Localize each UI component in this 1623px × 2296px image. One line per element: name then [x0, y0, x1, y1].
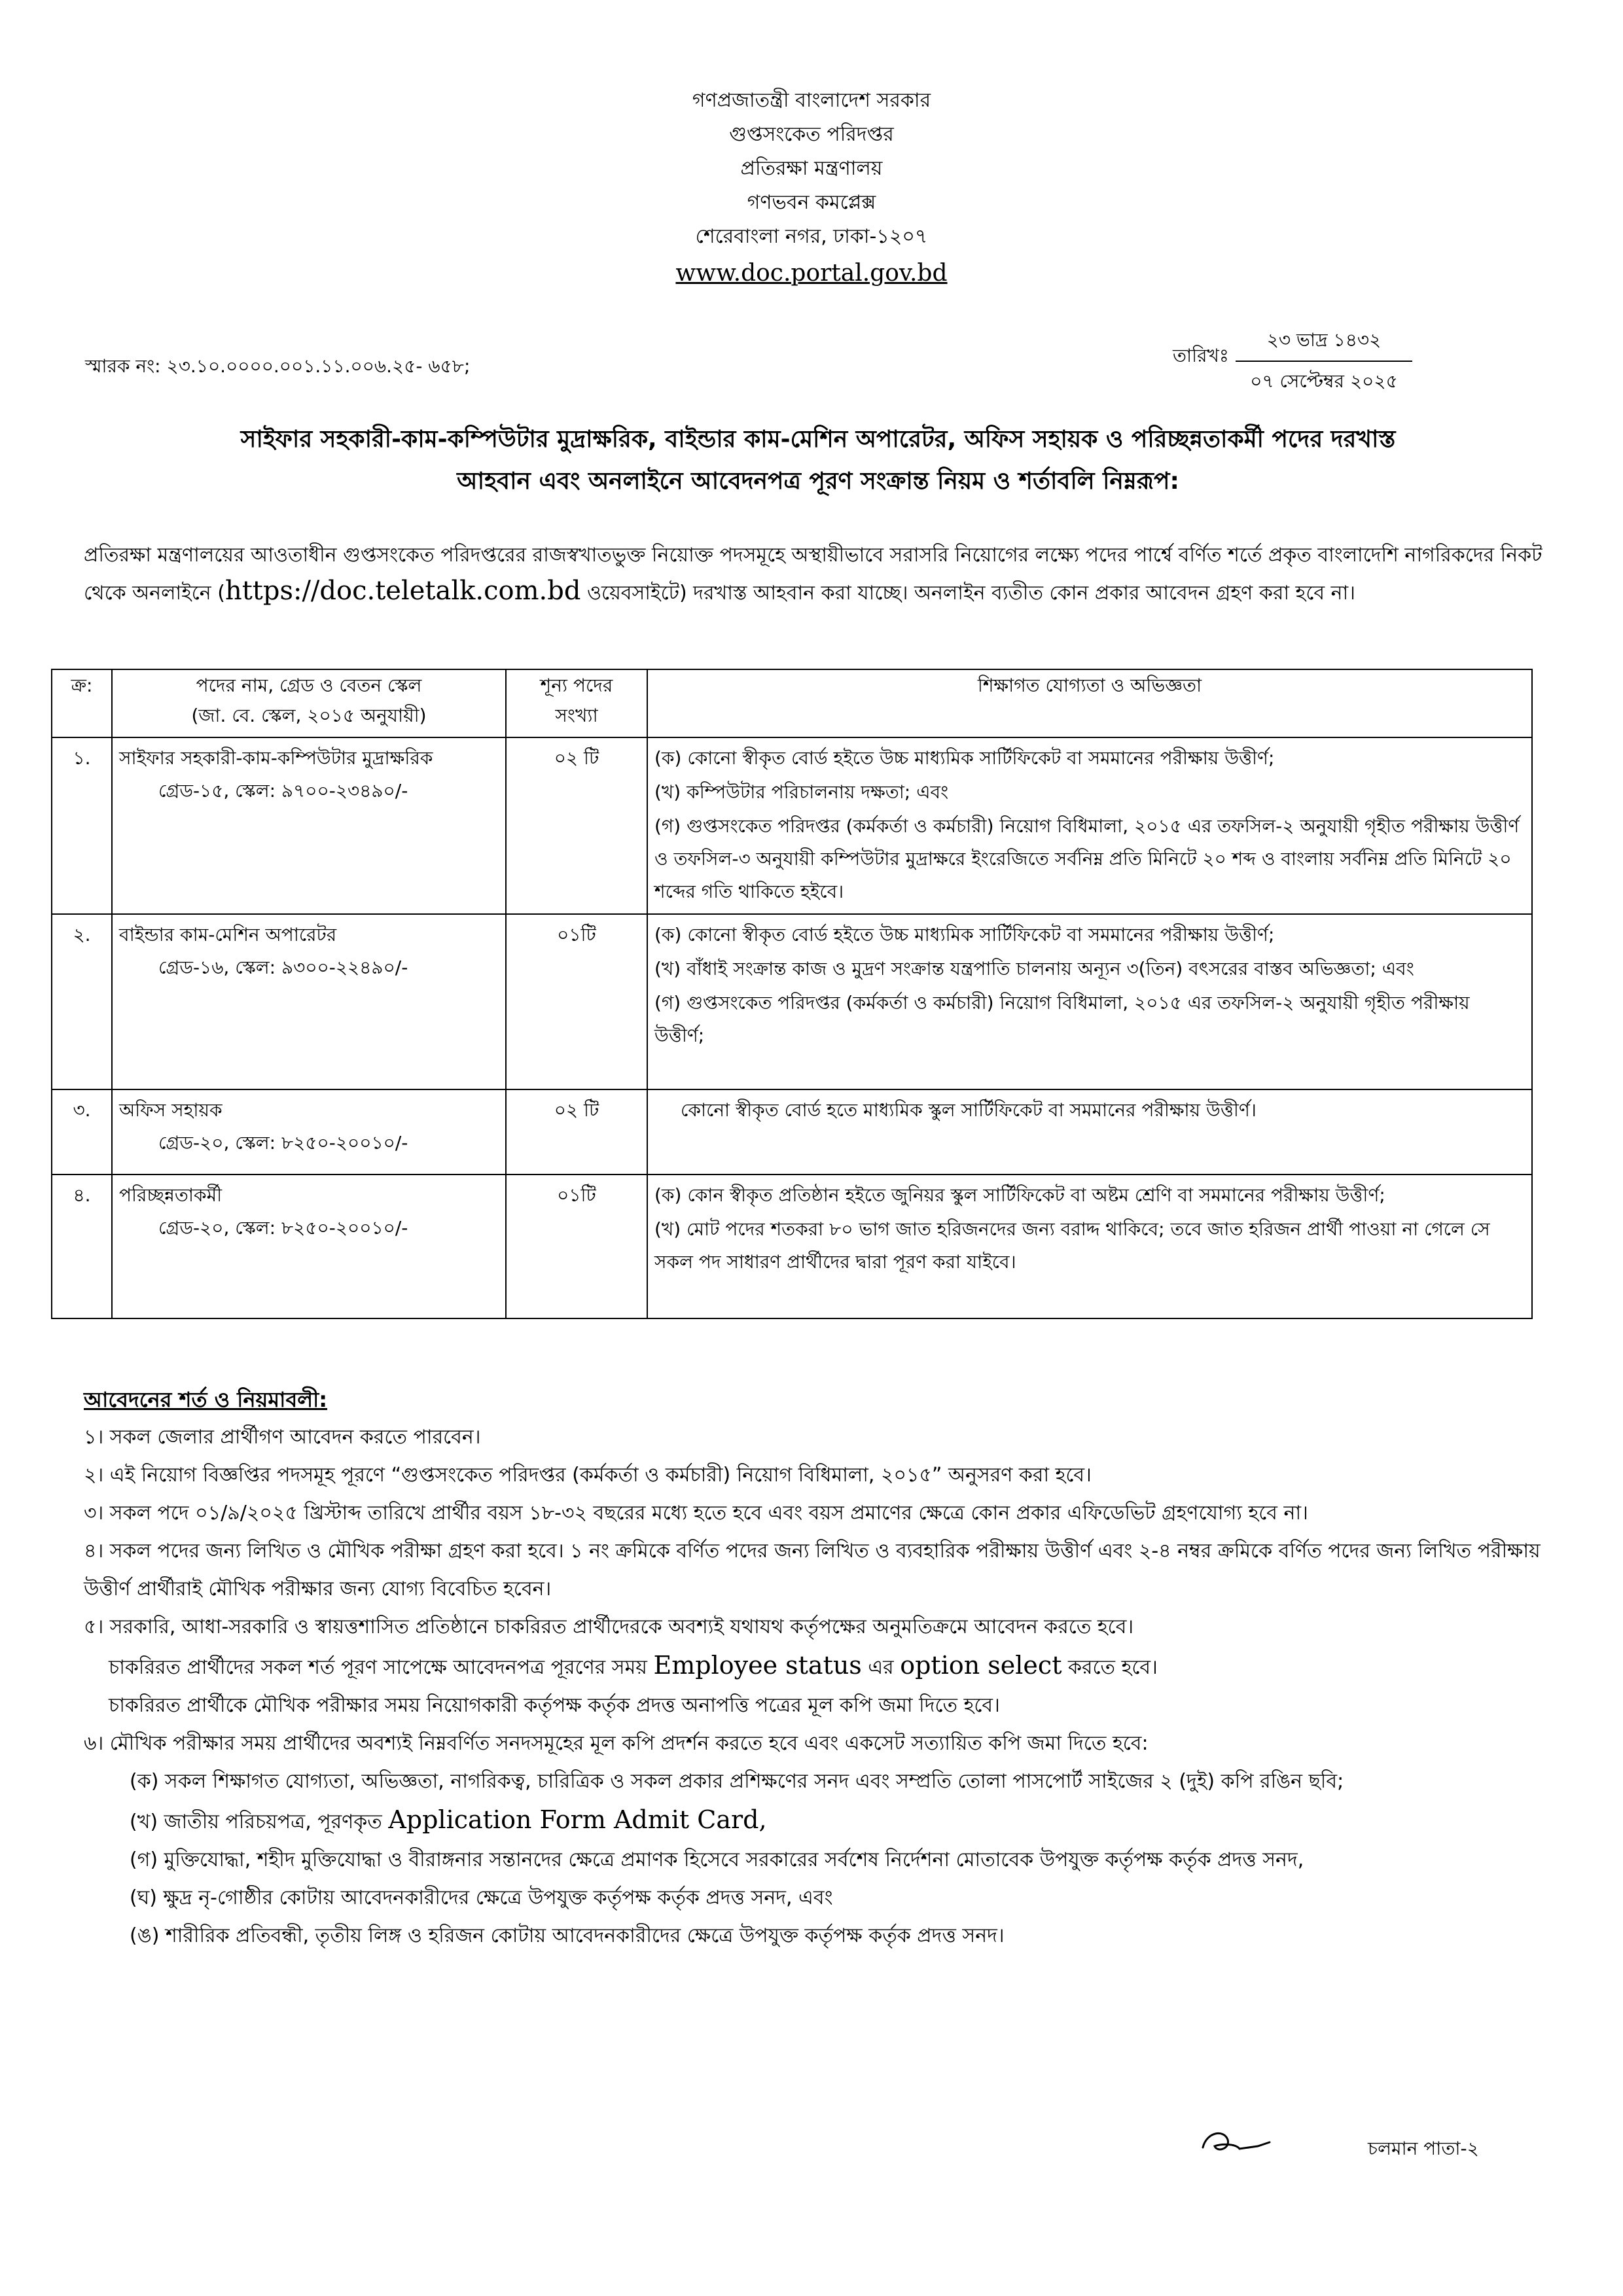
rule-text-english: Application Form Admit Card,: [388, 1805, 767, 1834]
letterhead: [0, 84, 1623, 291]
header-website-link[interactable]: www.doc.portal.gov.bd: [675, 260, 948, 287]
date-english: ০৭ সেপ্টেম্বর ২০২৫: [1250, 370, 1398, 392]
header-serial: ক্র:: [52, 669, 112, 737]
table-row: [52, 737, 1532, 914]
row-qualification: [647, 1174, 1532, 1318]
title-line-1: সাইফার সহকারী-কাম-কম্পিউটার মুদ্রাক্ষরিক, বাইন্ডার কাম-মেশিন অপারেটর, অফিস সহায়ক ও পরিচ্ছন্নতাকর্মী পদের দরখাস্ত: [240, 426, 1396, 453]
post-name: সাইফার সহকারী-কাম-কম্পিউটার মুদ্রাক্ষরিক: [119, 747, 433, 769]
date-bangla: ২৩ ভাদ্র ১৪৩২: [1236, 326, 1412, 362]
intro-text-1: প্রতিরক্ষা মন্ত্রণালয়ের আওতাধীন গুপ্তসংকেত পরিদপ্তরের রাজস্বখাতভুক্ত নিয়োক্ত পদসমূহে অস্থায়ীভাবে সরাসরি নিয়োগের লক্ষ্যে পদের পার্শ্বে বর্ণিত শর্তে প্রকৃত বাংলাদেশি নাগরিকদের নিকট থেকে অনলাইনে (: [84, 544, 1543, 605]
header-government: গণপ্রজাতন্ত্রী বাংলাদেশ সরকার: [692, 89, 931, 112]
table-row: [52, 914, 1532, 1089]
rule-item: ৫। সরকারি, আধা-সরকারি ও স্বায়ত্তশাসিত প্রতিষ্ঠানে চাকরিরত প্রার্থীদেরকে অবশ্যই যথাযথ কর্তৃপক্ষের অনুমতিক্রমে আবেদন করতে হবে।: [84, 1616, 1134, 1638]
header-post-name-line1: পদের নাম, গ্রেড ও বেতন স্কেল: [196, 675, 422, 696]
row-vacancy: ০১টি: [506, 1174, 647, 1318]
application-rules: [84, 1381, 1563, 1955]
row-post: [112, 737, 506, 914]
application-url-link[interactable]: https://doc.teletalk.com.bd: [224, 576, 581, 606]
table-header-row: [52, 669, 1532, 737]
rule-item: ১। সকল জেলার প্রার্থীগণ আবেদন করতে পারবেন।: [84, 1426, 481, 1449]
row-post: [112, 1089, 506, 1174]
row-serial: ১.: [52, 737, 112, 914]
header-vacancy-line1: শূন্য পদের: [540, 675, 613, 696]
post-name: অফিস সহায়ক: [119, 1099, 223, 1121]
rule-subitem: [84, 1801, 1563, 1841]
row-post: [112, 914, 506, 1089]
rule-text: (খ) জাতীয় পরিচয়পত্র, পূরণকৃত: [130, 1810, 389, 1833]
header-post-name-line2: (জা. বে. স্কেল, ২০১৫ অনুযায়ী): [191, 705, 427, 726]
rule-item: ৪। সকল পদের জন্য লিখিত ও মৌখিক পরীক্ষা গ্রহণ করা হবে। ১ নং ক্রমিকে বর্ণিত পদের জন্য লিখিত ও ব্যবহারিক পরীক্ষায় উত্তীর্ণ এবং ২-৪ নম্বর ক্রমিকে বর্ণিত পদের জন্য লিখিত পরীক্ষায় উত্তীর্ণ প্রার্থীরাই মৌখিক পরীক্ষার জন্য যোগ্য বিবেচিত হবেন।: [84, 1540, 1541, 1600]
rule-text-english: Employee status: [653, 1651, 862, 1680]
qualification-item: (গ) গুপ্তসংকেত পরিদপ্তর (কর্মকর্তা ও কর্মচারী) নিয়োগ বিধিমালা, ২০১৫ এর তফসিল-২ অনুযায়ী গৃহীত পরীক্ষায় উত্তীর্ণ;: [654, 992, 1470, 1046]
header-vacancy: [506, 669, 647, 737]
rule-subitem: (ঙ) শারীরিক প্রতিবন্ধী, তৃতীয় লিঙ্গ ও হরিজন কোটায় আবেদনকারীদের ক্ষেত্রে উপযুক্ত কর্তৃপক্ষ কর্তৃক প্রদত্ত সনদ।: [130, 1924, 1005, 1947]
qualification-item: (খ) মোট পদের শতকরা ৮০ ভাগ জাত হরিজনদের জন্য বরাদ্দ থাকিবে; তবে জাত হরিজন প্রার্থী পাওয়া না গেলে সে সকল পদ সাধারণ প্রার্থীদের দ্বারা পূরণ করা যাইবে।: [654, 1218, 1490, 1273]
post-grade: গ্রেড-২০, স্কেল: ৮২৫০-২০০১০/-: [158, 1132, 408, 1154]
row-vacancy: ০১টি: [506, 914, 647, 1089]
rule-subitem: (ক) সকল শিক্ষাগত যোগ্যতা, অভিজ্ঞতা, নাগরিকত্ব, চারিত্রিক ও সকল প্রকার প্রশিক্ষণের সনদ এবং সম্প্রতি তোলা পাসপোর্ট সাইজের ২ (দুই) কপি রঙিন ছবি;: [130, 1770, 1344, 1793]
rule-item-continued: চাকরিরত প্রার্থীকে মৌখিক পরীক্ষার সময় নিয়োগকারী কর্তৃপক্ষ কর্তৃক প্রদত্ত অনাপত্তি পত্রের মূল কপি জমা দিতে হবে।: [109, 1694, 1000, 1717]
rules-heading: আবেদনের শর্ত ও নিয়মাবলী:: [84, 1387, 328, 1412]
row-vacancy: ০২ টি: [506, 737, 647, 914]
date-label: তারিখঃ: [1173, 345, 1229, 366]
row-qualification: [647, 914, 1532, 1089]
row-qualification: [647, 1089, 1532, 1174]
qualification-item: (ক) কোনো স্বীকৃত বোর্ড হইতে উচ্চ মাধ্যমিক সার্টিফিকেট বা সমমানের পরীক্ষায় উত্তীর্ণ;: [654, 924, 1275, 945]
header-department: গুপ্তসংকেত পরিদপ্তর: [729, 123, 894, 146]
post-grade: গ্রেড-১৫, স্কেল: ৯৭০০-২৩৪৯০/-: [158, 780, 408, 802]
qualification-item: (খ) কম্পিউটার পরিচালনায় দক্ষতা; এবং: [654, 781, 949, 803]
signature-mark: [1198, 2120, 1276, 2159]
header-post-name: [112, 669, 506, 737]
intro-text-2: ওয়েবসাইটে) দরখাস্ত আহবান করা যাচ্ছে। অনলাইন ব্যতীত কোন প্রকার আবেদন গ্রহণ করা হবে না।: [580, 582, 1355, 605]
memo-number: স্মারক নং: ২৩.১০.০০০০.০০১.১১.০০৬.২৫- ৬৫৮;: [85, 355, 471, 377]
row-post: [112, 1174, 506, 1318]
qualification-item: (ক) কোন স্বীকৃত প্রতিষ্ঠান হইতে জুনিয়র স্কুল সার্টিফিকেট বা অষ্টম শ্রেণি বা সমমানের পরীক্ষায় উত্তীর্ণ;: [654, 1184, 1385, 1206]
qualification-item: কোনো স্বীকৃত বোর্ড হতে মাধ্যমিক স্কুল সার্টিফিকেট বা সমমানের পরীক্ষায় উত্তীর্ণ।: [681, 1099, 1257, 1121]
rule-item: ৬। মৌখিক পরীক্ষার সময় প্রার্থীদের অবশ্যই নিম্নবর্ণিত সনদসমূহের মূল কপি প্রদর্শন করতে হবে এবং একসেট সত্যায়িত কপি জমা দিতে হবে:: [84, 1732, 1149, 1755]
header-address: শেরেবাংলা নগর, ঢাকা-১২০৭: [695, 225, 928, 248]
qualification-item: (ক) কোনো স্বীকৃত বোর্ড হইতে উচ্চ মাধ্যমিক সার্টিফিকেট বা সমমানের পরীক্ষায় উত্তীর্ণ;: [654, 747, 1275, 769]
row-vacancy: ০২ টি: [506, 1089, 647, 1174]
row-serial: ৩.: [52, 1089, 112, 1174]
date-block: [1236, 326, 1412, 398]
header-complex: গণভবন কমপ্লেক্স: [747, 191, 876, 214]
qualification-item: (গ) গুপ্তসংকেত পরিদপ্তর (কর্মকর্তা ও কর্মচারী) নিয়োগ বিধিমালা, ২০১৫ এর তফসিল-২ অনুযায়ী গৃহীত পরীক্ষায় উত্তীর্ণ ও তফসিল-৩ অনুযায়ী কম্পিউটার মুদ্রাক্ষরে ইংরেজিতে সর্বনিম্ন প্রতি মিনিটে ২০ শব্দ ও বাংলায় সর্বনিম্ন প্রতি মিনিটে ২০ শব্দের গতি থাকিতে হইবে।: [654, 815, 1520, 902]
post-grade: গ্রেড-২০, স্কেল: ৮২৫০-২০০১০/-: [158, 1217, 408, 1239]
post-grade: গ্রেড-১৬, স্কেল: ৯৩০০-২২৪৯০/-: [158, 957, 408, 978]
page-continued-note: চলমান পাতা-২: [1368, 2138, 1479, 2159]
header-qualification: শিক্ষাগত যোগ্যতা ও অভিজ্ঞতা: [647, 669, 1532, 737]
rule-text: করতে হবে।: [1061, 1656, 1158, 1679]
rule-text: এর: [861, 1656, 901, 1679]
post-name: পরিচ্ছন্নতাকর্মী: [119, 1184, 223, 1206]
rule-item: ৩। সকল পদে ০১/৯/২০২৫ খ্রিস্টাব্দ তারিখে প্রার্থীর বয়স ১৮-৩২ বছরের মধ্যে হতে হবে এবং বয়স প্রমাণের ক্ষেত্রে কোন প্রকার এফিডেভিট গ্রহণযোগ্য হবে না।: [84, 1502, 1308, 1525]
title-line-2: আহবান এবং অনলাইনে আবেদনপত্র পূরণ সংক্রান্ত নিয়ম ও শর্তাবলি নিম্নরূপ:: [457, 468, 1179, 495]
qualification-item: (খ) বাঁধাই সংক্রান্ত কাজ ও মুদ্রণ সংক্রান্ত যন্ত্রপাতি চালনায় অন্যূন ৩(তিন) বৎসরের বাস্তব অভিজ্ঞতা; এবং: [654, 958, 1414, 980]
row-qualification: [647, 737, 1532, 914]
table-row: [52, 1174, 1532, 1318]
posts-table: [51, 669, 1533, 1319]
header-ministry: প্রতিরক্ষা মন্ত্রণালয়: [740, 157, 883, 180]
rule-text-english: option select: [900, 1651, 1062, 1680]
row-serial: ৪.: [52, 1174, 112, 1318]
row-serial: ২.: [52, 914, 112, 1089]
rule-item-continued: [84, 1646, 1563, 1687]
table-row: [52, 1089, 1532, 1174]
intro-paragraph: [84, 538, 1556, 611]
post-name: বাইন্ডার কাম-মেশিন অপারেটর: [119, 924, 337, 945]
notice-title: [79, 419, 1558, 503]
header-vacancy-line2: সংখ্যা: [555, 705, 598, 726]
rule-subitem: (ঘ) ক্ষুদ্র নৃ-গোষ্ঠীর কোটায় আবেদনকারীদের ক্ষেত্রে উপযুক্ত কর্তৃপক্ষ কর্তৃক প্রদত্ত সনদ, এবং: [130, 1886, 833, 1909]
rule-text: চাকরিরত প্রার্থীদের সকল শর্ত পূরণ সাপেক্ষে আবেদনপত্র পূরণের সময়: [109, 1656, 654, 1679]
rule-subitem: (গ) মুক্তিযোদ্ধা, শহীদ মুক্তিযোদ্ধা ও বীরাঙ্গনার সন্তানদের ক্ষেত্রে প্রমাণক হিসেবে সরকারের সর্বশেষ নির্দেশনা মোতাবেক উপযুক্ত কর্তৃপক্ষ কর্তৃক প্রদত্ত সনদ,: [130, 1848, 1304, 1871]
rule-item: ২। এই নিয়োগ বিজ্ঞপ্তির পদসমূহ পূরণে “গুপ্তসংকেত পরিদপ্তর (কর্মকর্তা ও কর্মচারী) নিয়োগ বিধিমালা, ২০১৫” অনুসরণ করা হবে।: [84, 1464, 1092, 1487]
